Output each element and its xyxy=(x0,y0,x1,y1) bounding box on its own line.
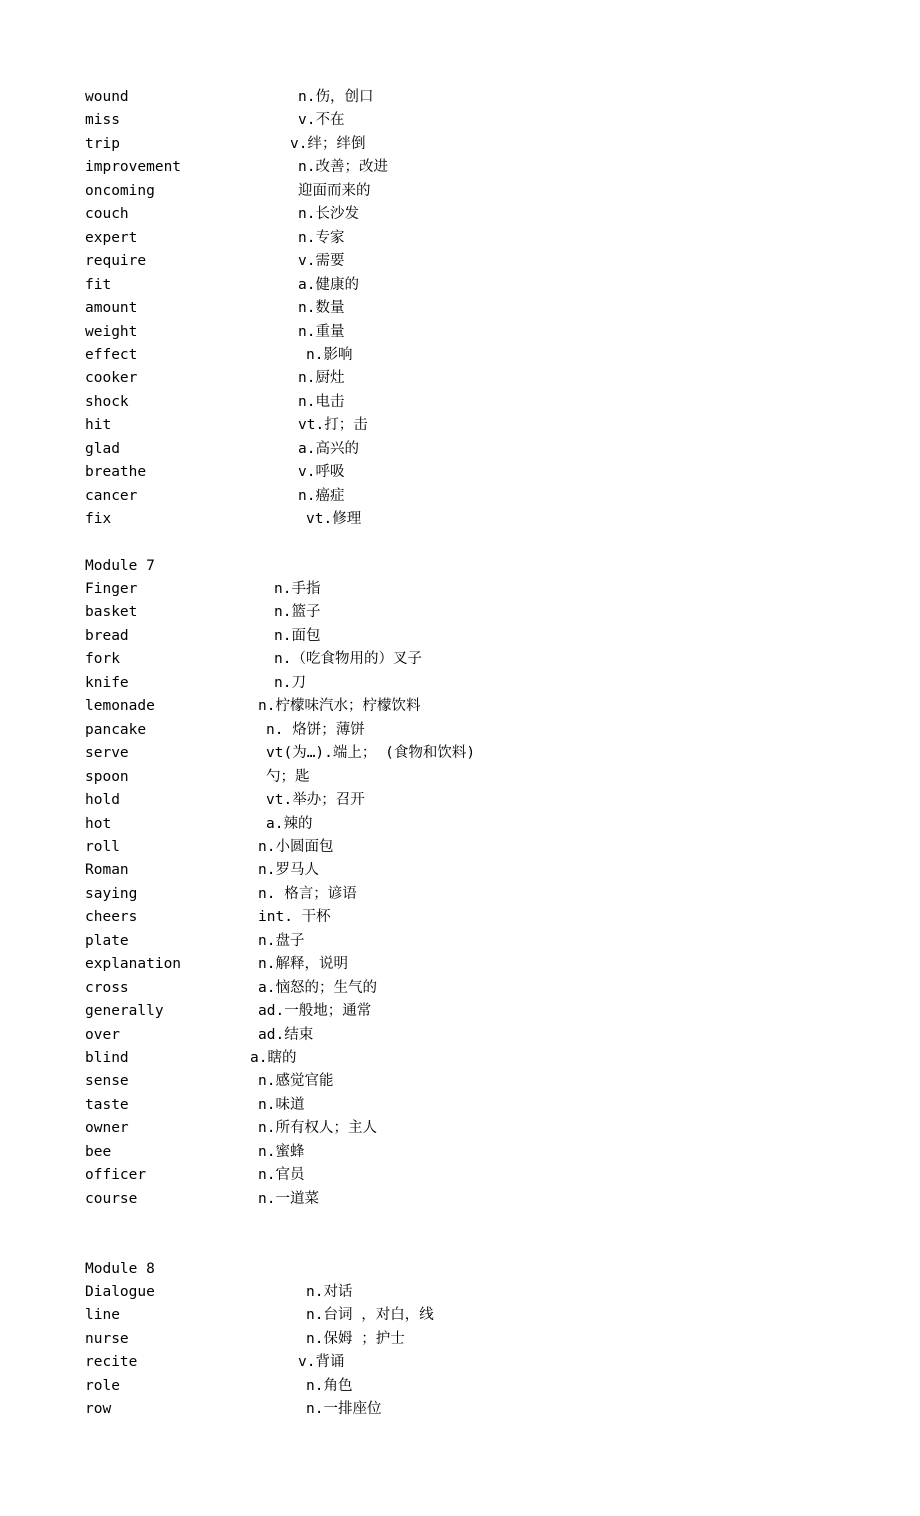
vocab-entry xyxy=(0,695,920,718)
vocab-definition: n.一排座位 xyxy=(306,1401,382,1418)
vocab-definition: n.伤，创口 xyxy=(298,89,374,105)
vocab-definition: ad.一般地；通常 xyxy=(258,1003,372,1020)
vocab-entry xyxy=(0,859,920,882)
vocab-word: hot xyxy=(85,815,112,832)
vocab-word: knife xyxy=(85,674,129,691)
vocab-definition: n.解释，说明 xyxy=(258,956,348,973)
vocab-word: couch xyxy=(85,206,129,223)
vocab-entry xyxy=(0,1047,920,1070)
vocab-word: nurse xyxy=(85,1330,129,1347)
vocab-entry xyxy=(0,180,920,203)
vocab-entry xyxy=(0,766,920,789)
vocab-word: hit xyxy=(85,417,112,434)
vocab-definition: n.癌症 xyxy=(298,487,345,504)
vocab-definition: int. 干杯 xyxy=(258,909,331,926)
vocab-entry xyxy=(0,274,920,297)
vocab-word: shock xyxy=(85,393,129,410)
vocab-word: roll xyxy=(85,838,120,855)
vocab-definition: n.台词 ，对白，线 xyxy=(306,1307,434,1324)
vocab-entry xyxy=(0,719,920,742)
vocab-entry xyxy=(0,1375,920,1398)
vocab-definition: n.长沙发 xyxy=(298,206,359,223)
vocab-word: improvement xyxy=(85,159,182,176)
vocab-entry xyxy=(0,1328,920,1351)
vocab-word: cooker xyxy=(85,370,138,387)
vocab-definition: n. 格言；谚语 xyxy=(258,885,357,902)
vocab-definition: n.味道 xyxy=(258,1096,305,1113)
vocab-definition: n.刀 xyxy=(274,674,306,691)
vocab-entry xyxy=(0,906,920,929)
vocab-word: explanation xyxy=(85,956,182,973)
vocab-word: hold xyxy=(85,792,120,809)
vocab-entry xyxy=(0,344,920,367)
vocab-entry xyxy=(0,227,920,250)
vocab-word: Finger xyxy=(85,581,138,597)
vocab-entry xyxy=(0,977,920,1000)
vocab-word: course xyxy=(85,1190,138,1207)
vocab-entry xyxy=(0,508,920,531)
vocab-definition: n.专家 xyxy=(298,229,345,246)
vocab-word: weight xyxy=(85,323,138,340)
vocab-definition: n.数量 xyxy=(298,300,345,317)
vocab-definition: a.恼怒的；生气的 xyxy=(258,979,377,996)
vocab-definition: n.保姆 ；护士 xyxy=(306,1330,405,1347)
section-heading-module-7: Module 7 xyxy=(85,558,155,574)
vocab-definition: n.感觉官能 xyxy=(258,1073,334,1090)
vocab-definition: n.手指 xyxy=(274,581,321,597)
vocab-definition: n.小圆面包 xyxy=(258,838,334,855)
vocab-definition: n.影响 xyxy=(306,346,353,363)
vocab-entry xyxy=(0,203,920,226)
vocab-word: Roman xyxy=(85,862,129,879)
vocab-entry xyxy=(0,485,920,508)
vocab-entry xyxy=(0,1281,920,1304)
vocab-definition: n.罗马人 xyxy=(258,862,319,879)
vocab-word: line xyxy=(85,1307,120,1324)
vocab-entry xyxy=(0,109,920,132)
vocab-entry xyxy=(0,1188,920,1211)
vocab-definition: n.篮子 xyxy=(274,604,321,621)
vocab-word: owner xyxy=(85,1120,129,1137)
vocab-word: fit xyxy=(85,276,112,293)
vocab-definition: n.盘子 xyxy=(258,932,305,949)
vocab-definition: a.健康的 xyxy=(298,276,359,293)
vocab-word: cancer xyxy=(85,487,138,504)
vocab-definition: n.电击 xyxy=(298,393,345,410)
vocab-word: require xyxy=(85,253,147,270)
vocab-definition: n.面包 xyxy=(274,627,321,644)
vocab-entry xyxy=(0,836,920,859)
vocab-word: lemonade xyxy=(85,698,155,715)
vocab-entry xyxy=(0,367,920,390)
vocab-word: row xyxy=(85,1401,112,1418)
vocab-word: sense xyxy=(85,1073,129,1090)
vocab-definition: n.厨灶 xyxy=(298,370,345,387)
vocab-entry xyxy=(0,1000,920,1023)
vocab-word: serve xyxy=(85,745,129,762)
vocab-definition: n.角色 xyxy=(306,1377,353,1394)
vocab-definition: n.所有权人；主人 xyxy=(258,1120,377,1137)
vocab-definition: n.蜜蜂 xyxy=(258,1143,305,1160)
vocab-definition: v.绊；绊倒 xyxy=(290,135,366,152)
vocab-word: effect xyxy=(85,346,138,363)
vocab-word: spoon xyxy=(85,768,129,785)
vocab-definition: 勺；匙 xyxy=(266,768,310,785)
vocab-entry xyxy=(0,321,920,344)
vocab-word: amount xyxy=(85,300,138,317)
vocab-entry xyxy=(0,1141,920,1164)
vocab-word: miss xyxy=(85,112,120,129)
vocab-entry xyxy=(0,789,920,812)
vocab-definition: n.一道菜 xyxy=(258,1190,319,1207)
vocab-entry xyxy=(0,1117,920,1140)
vocab-definition: n.改善；改进 xyxy=(298,159,388,176)
section-heading-module-8: Module 8 xyxy=(85,1261,155,1277)
vocab-definition: 迎面而来的 xyxy=(298,182,371,199)
vocab-definition: n.官员 xyxy=(258,1167,305,1184)
vocab-word: blind xyxy=(85,1050,129,1066)
vocab-entry xyxy=(0,1398,920,1421)
vocab-entry xyxy=(0,1164,920,1187)
vocab-word: bread xyxy=(85,627,129,644)
vocab-definition: n.（吃食物用的）叉子 xyxy=(274,651,422,668)
vocab-entry xyxy=(0,250,920,273)
vocab-definition: n. 烙饼；薄饼 xyxy=(266,721,365,738)
vocab-word: fork xyxy=(85,651,120,668)
vocab-entry xyxy=(0,438,920,461)
vocab-word: breathe xyxy=(85,464,147,481)
vocab-entry xyxy=(0,953,920,976)
vocab-entry xyxy=(0,1094,920,1117)
vocab-entry xyxy=(0,672,920,695)
vocab-entry xyxy=(0,1304,920,1327)
vocab-word: saying xyxy=(85,885,138,902)
vocab-definition: vt.打；击 xyxy=(298,417,368,434)
vocab-word: pancake xyxy=(85,721,147,738)
vocab-word: Dialogue xyxy=(85,1284,155,1300)
vocab-entry xyxy=(0,742,920,765)
vocab-word: over xyxy=(85,1026,120,1043)
vocab-entry xyxy=(0,1351,920,1374)
vocab-word: fix xyxy=(85,511,112,528)
vocab-definition: a.高兴的 xyxy=(298,440,359,457)
vocab-definition: v.背诵 xyxy=(298,1354,345,1371)
vocab-entry xyxy=(0,297,920,320)
vocab-definition: a.瞎的 xyxy=(250,1050,297,1066)
vocab-definition: vt.举办；召开 xyxy=(266,792,365,809)
vocab-entry xyxy=(0,625,920,648)
vocab-word: glad xyxy=(85,440,120,457)
vocab-word: expert xyxy=(85,229,138,246)
vocab-entry xyxy=(0,930,920,953)
vocab-word: oncoming xyxy=(85,182,155,199)
vocab-entry xyxy=(0,1024,920,1047)
vocab-entry xyxy=(0,578,920,601)
vocab-entry xyxy=(0,414,920,437)
vocab-definition: ad.结束 xyxy=(258,1026,314,1043)
vocab-definition: v.呼吸 xyxy=(298,464,345,481)
vocab-entry xyxy=(0,648,920,671)
vocab-entry xyxy=(0,461,920,484)
vocab-word: plate xyxy=(85,932,129,949)
vocab-word: trip xyxy=(85,135,120,152)
vocab-definition: a.辣的 xyxy=(266,815,313,832)
vocab-entry xyxy=(0,86,920,109)
vocab-word: wound xyxy=(85,89,129,105)
vocab-entry xyxy=(0,156,920,179)
vocab-entry xyxy=(0,883,920,906)
vocab-word: generally xyxy=(85,1003,164,1020)
vocab-word: role xyxy=(85,1377,120,1394)
vocab-definition: n.对话 xyxy=(306,1284,353,1300)
vocab-word: officer xyxy=(85,1167,147,1184)
vocab-entry xyxy=(0,133,920,156)
vocab-entry xyxy=(0,601,920,624)
vocab-entry xyxy=(0,813,920,836)
vocab-word: cheers xyxy=(85,909,138,926)
vocab-definition: vt.修理 xyxy=(306,511,362,528)
vocab-definition: n.柠檬味汽水；柠檬饮料 xyxy=(258,698,421,715)
vocab-definition: v.不在 xyxy=(298,112,345,129)
vocab-word: cross xyxy=(85,979,129,996)
vocab-entry xyxy=(0,391,920,414)
vocab-word: bee xyxy=(85,1143,112,1160)
vocab-word: recite xyxy=(85,1354,138,1371)
vocab-definition: vt(为…).端上； (食物和饮料) xyxy=(266,745,476,762)
vocab-definition: v.需要 xyxy=(298,253,345,270)
vocab-entry xyxy=(0,1070,920,1093)
vocab-word: basket xyxy=(85,604,138,621)
vocab-definition: n.重量 xyxy=(298,323,345,340)
vocab-word: taste xyxy=(85,1096,129,1113)
